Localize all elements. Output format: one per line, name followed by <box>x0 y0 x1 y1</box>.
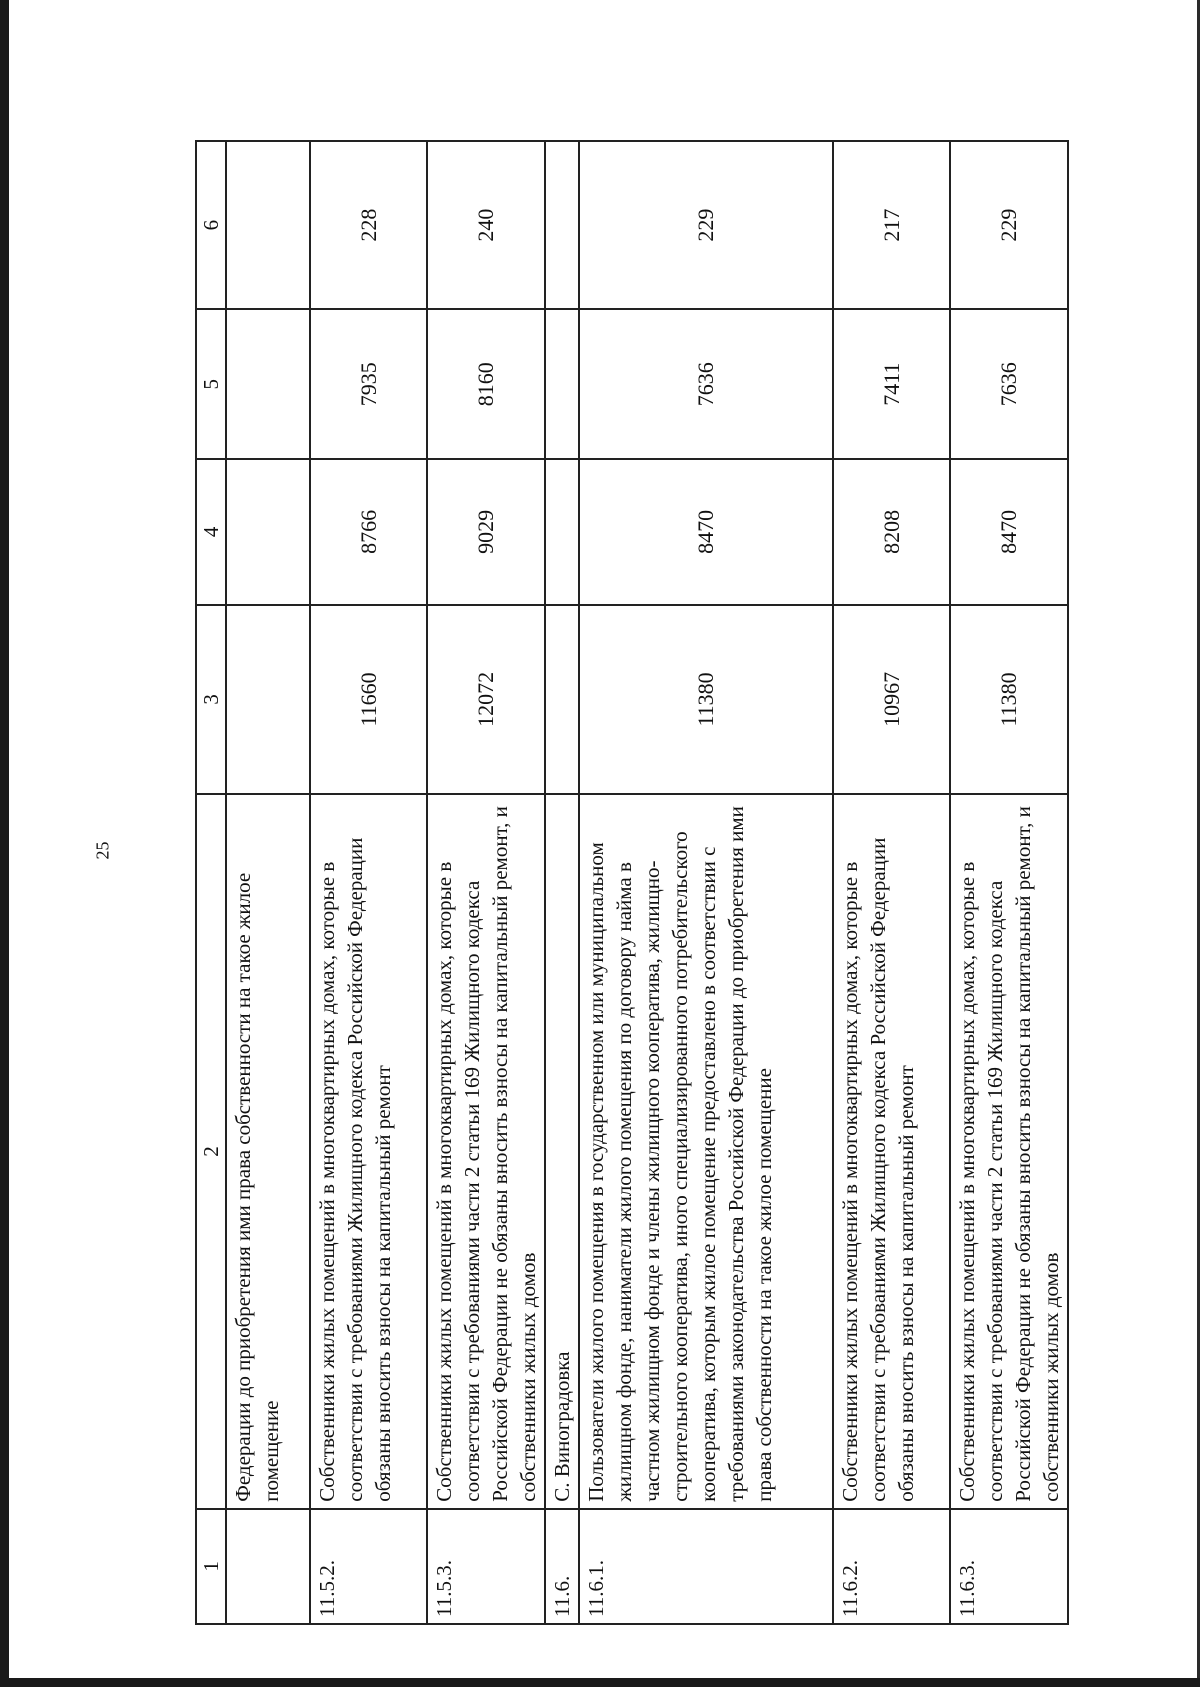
row-value-c6: 229 <box>950 141 1068 309</box>
row-value-c5 <box>545 309 579 459</box>
row-value-c4: 8470 <box>579 459 833 604</box>
row-value-c4: 8208 <box>833 459 950 604</box>
tariff-table-container <box>195 140 1063 1625</box>
page-number: 25 <box>92 841 113 860</box>
table-row <box>950 141 1068 1624</box>
row-value-c5: 7636 <box>579 309 833 459</box>
table-row <box>427 141 545 1624</box>
header-col-5: 5 <box>196 309 226 459</box>
row-value-c5 <box>226 309 310 459</box>
row-value-c3: 11380 <box>579 605 833 795</box>
row-value-c5: 8160 <box>427 309 545 459</box>
row-value-c6 <box>226 141 310 309</box>
row-value-c4 <box>226 459 310 604</box>
row-description: Собственники жилых помещений в многоквартирных домах, которые в соответствии с требованиями части 2 статьи 169 Жилищного кодекса Российской Федерации не обязаны вносить взносы на капитальный ремонт, и собственники жилых домов <box>950 794 1068 1508</box>
row-code: 11.6.2. <box>833 1509 950 1624</box>
row-value-c5: 7411 <box>833 309 950 459</box>
row-code: 11.6.3. <box>950 1509 1068 1624</box>
row-value-c4 <box>545 459 579 604</box>
header-col-4: 4 <box>196 459 226 604</box>
header-col-1: 1 <box>196 1509 226 1624</box>
row-value-c6: 228 <box>310 141 427 309</box>
row-value-c3: 10967 <box>833 605 950 795</box>
row-description: С. Виноградовка <box>545 794 579 1508</box>
table-row <box>579 141 833 1624</box>
header-col-3: 3 <box>196 605 226 795</box>
table-row <box>545 141 579 1624</box>
row-value-c6 <box>545 141 579 309</box>
row-value-c6: 240 <box>427 141 545 309</box>
row-value-c3: 11660 <box>310 605 427 795</box>
tariff-table <box>195 140 1069 1625</box>
row-value-c3 <box>226 605 310 795</box>
row-description: Собственники жилых помещений в многоквартирных домах, которые в соответствии с требованиями Жилищного кодекса Российской Федерации обязаны вносить взносы на капитальный ремонт <box>833 794 950 1508</box>
row-code: 11.5.2. <box>310 1509 427 1624</box>
row-code <box>226 1509 310 1624</box>
row-value-c3: 11380 <box>950 605 1068 795</box>
row-value-c5: 7935 <box>310 309 427 459</box>
table-row <box>833 141 950 1624</box>
row-code: 11.6.1. <box>579 1509 833 1624</box>
table-row <box>310 141 427 1624</box>
row-value-c4: 9029 <box>427 459 545 604</box>
header-col-6: 6 <box>196 141 226 309</box>
row-description: Федерации до приобретения ими права собственности на такое жилое помещение <box>226 794 310 1508</box>
scan-edge-left <box>0 0 9 1687</box>
row-code: 11.6. <box>545 1509 579 1624</box>
row-description: Собственники жилых помещений в многоквартирных домах, которые в соответствии с требованиями части 2 статьи 169 Жилищного кодекса Российской Федерации не обязаны вносить взносы на капитальный ремонт, и собственники жилых домов <box>427 794 545 1508</box>
row-code: 11.5.3. <box>427 1509 545 1624</box>
table-header-row <box>196 141 226 1624</box>
scan-edge-bottom <box>0 1678 1200 1687</box>
row-description: Собственники жилых помещений в многоквартирных домах, которые в соответствии с требованиями Жилищного кодекса Российской Федерации обязаны вносить взносы на капитальный ремонт <box>310 794 427 1508</box>
row-value-c4: 8470 <box>950 459 1068 604</box>
row-value-c6: 229 <box>579 141 833 309</box>
row-value-c6: 217 <box>833 141 950 309</box>
row-value-c3: 12072 <box>427 605 545 795</box>
row-value-c4: 8766 <box>310 459 427 604</box>
header-col-2: 2 <box>196 794 226 1508</box>
row-description: Пользователи жилого помещения в государственном или муниципальном жилищном фонде, наниматели жилого помещения по договору найма в частном жилищном фонде и члены жилищного кооператива, жилищно-строительного кооператива, иного специализированного потребительского кооператива, которым жилое помещение предоставлено в соответствии с требованиями законодательства Российской Федерации до приобретения ими права собственности на такое жилое помещение <box>579 794 833 1508</box>
table-row <box>226 141 310 1624</box>
row-value-c5: 7636 <box>950 309 1068 459</box>
row-value-c3 <box>545 605 579 795</box>
